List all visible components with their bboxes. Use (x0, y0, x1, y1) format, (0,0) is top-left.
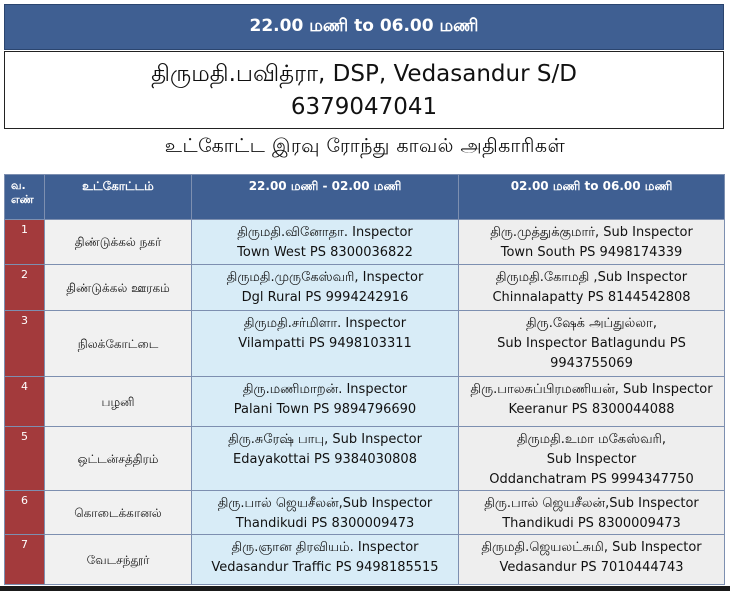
row-subdivision: பழனி (45, 377, 192, 427)
officer-detail-line: Vedasandur Traffic PS 9498185515 (211, 560, 439, 575)
officer-detail-line: Sub Inspector Batlagundu PS (497, 336, 686, 351)
header-shift-1: 22.00 மணி - 02.00 மணி (192, 175, 459, 220)
row-serial-number: 3 (5, 311, 45, 377)
row-shift2-officer (459, 265, 725, 311)
officer-detail-line: Sub Inspector (546, 452, 637, 467)
table-row (5, 427, 725, 491)
officer-detail-line: திரு.பாலசுப்பிரமணியன், Sub Inspector (470, 382, 713, 397)
officer-detail-line: திருமதி.முருகேஸ்வரி, Inspector (226, 270, 424, 285)
officer-detail-line: Thandikudi PS 8300009473 (502, 516, 681, 531)
table-row (5, 491, 725, 535)
row-shift1-officer (192, 220, 459, 265)
dsp-name-line: திருமதி.பவித்ரா, DSP, Vedasandur S/D (151, 61, 577, 87)
row-shift1-officer (192, 491, 459, 535)
officer-detail-line: திரு.பால் ஜெயசீலன்,Sub Inspector (217, 496, 433, 511)
row-serial-number: 1 (5, 220, 45, 265)
table-header-row (5, 175, 725, 220)
header-shift-2: 02.00 மணி to 06.00 மணி (459, 175, 725, 220)
table-row (5, 311, 725, 377)
officer-detail-line: திரு.பால் ஜெயசீலன்,Sub Inspector (484, 496, 699, 511)
header-serial-number (5, 175, 45, 220)
officer-detail-line: திரு.சுரேஷ் பாபு, Sub Inspector (228, 432, 422, 447)
row-shift1-officer (192, 377, 459, 427)
dsp-phone-line: 6379047041 (290, 94, 438, 120)
officer-detail-line: திருமதி.வினோதா. Inspector (237, 225, 413, 240)
row-serial-number: 2 (5, 265, 45, 311)
row-subdivision: ஒட்டன்சத்திரம் (45, 427, 192, 491)
officer-detail-line: Town West PS 8300036822 (237, 245, 413, 260)
officer-detail-line: Vilampatti PS 9498103311 (238, 336, 412, 351)
dsp-info-box (4, 51, 724, 129)
row-shift1-officer (192, 311, 459, 377)
officer-detail-line: Palani Town PS 9894796690 (233, 402, 417, 417)
officer-detail-line: திரு.மணிமாறன். Inspector (242, 382, 408, 397)
row-serial-number: 7 (5, 535, 45, 585)
officer-detail-line: Thandikudi PS 8300009473 (235, 516, 415, 531)
row-shift2-officer (459, 311, 725, 377)
row-serial-number: 5 (5, 427, 45, 491)
officer-detail-line: Oddanchatram PS 9994347750 (489, 472, 694, 487)
row-subdivision: வேடசந்தூர் (45, 535, 192, 585)
officer-detail-line: Dgl Rural PS 9994242916 (241, 290, 409, 305)
officer-detail-line: திருமதி.உமா மகேஸ்வரி, (516, 432, 667, 447)
table-row (5, 377, 725, 427)
bottom-divider (0, 586, 730, 591)
officer-detail-line: 9943755069 (550, 356, 633, 371)
time-range-banner: 22.00 மணி to 06.00 மணி (4, 4, 724, 50)
row-shift2-officer (459, 220, 725, 265)
officer-detail-line: திரு.ஷேக் அப்துல்லா, (526, 316, 657, 331)
row-shift1-officer (192, 427, 459, 491)
officer-detail-line: திருமதி.சர்மிளா. Inspector (243, 316, 407, 331)
officer-detail-line: Town South PS 9498174339 (500, 245, 683, 260)
row-subdivision: நிலக்கோட்டை (45, 311, 192, 377)
row-shift1-officer (192, 535, 459, 585)
row-shift2-officer (459, 377, 725, 427)
table-row (5, 535, 725, 585)
header-subdivision: உட்கோட்டம் (45, 175, 192, 220)
table-row (5, 220, 725, 265)
table-row (5, 265, 725, 311)
officer-detail-line: Edayakottai PS 9384030808 (233, 452, 417, 467)
row-serial-number: 4 (5, 377, 45, 427)
row-serial-number: 6 (5, 491, 45, 535)
row-shift1-officer (192, 265, 459, 311)
header-serial-line2: எண் (11, 193, 34, 206)
officer-detail-line: திருமதி.கோமதி ,Sub Inspector (495, 270, 688, 285)
officer-detail-line: Chinnalapatty PS 8144542808 (492, 290, 691, 305)
row-shift2-officer (459, 427, 725, 491)
officer-detail-line: திரு.ஞான திரவியம். Inspector (231, 540, 419, 555)
patrol-officers-heading: உட்கோட்ட இரவு ரோந்து காவல் அதிகாரிகள் (164, 135, 566, 157)
header-serial-line1: வ. (11, 179, 26, 192)
officer-detail-line: Vedasandur PS 7010444743 (499, 560, 684, 575)
officer-detail-line: Keeranur PS 8300044088 (508, 402, 675, 417)
officer-detail-line: திருமதி.ஜெயலட்சுமி, Sub Inspector (481, 540, 702, 555)
row-subdivision: திண்டுக்கல் நகர் (45, 220, 192, 265)
row-shift2-officer (459, 491, 725, 535)
row-subdivision: திண்டுக்கல் ஊரகம் (45, 265, 192, 311)
row-subdivision: கொடைக்கானல் (45, 491, 192, 535)
patrol-officers-table (4, 174, 725, 585)
row-shift2-officer (459, 535, 725, 585)
officer-detail-line: திரு.முத்துக்குமார், Sub Inspector (490, 225, 693, 240)
